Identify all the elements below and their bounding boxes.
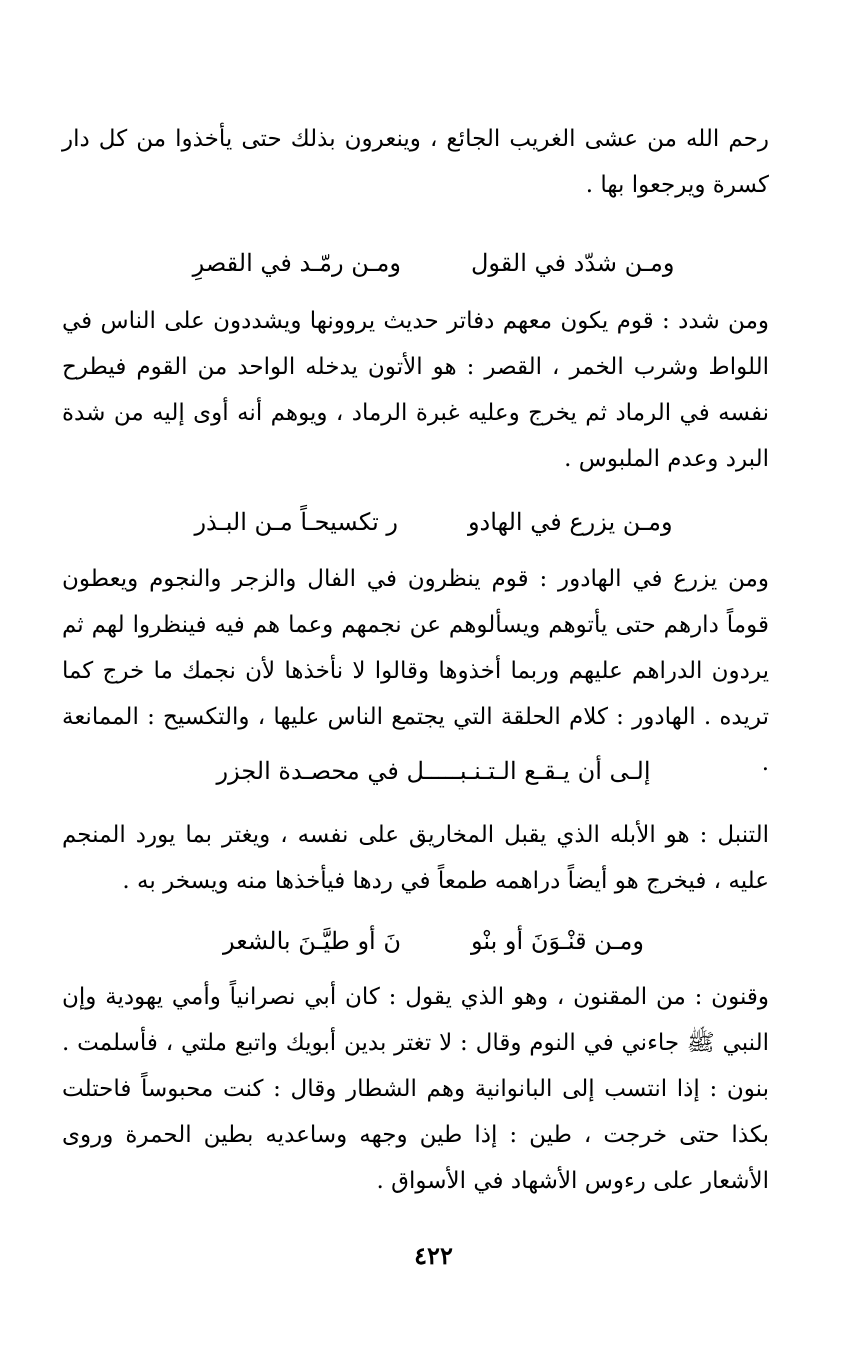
paragraph-explanation-2: ومن يزرع في الهادور : قوم ينظرون في الفال والزجر والنجوم ويعطون قوماً دارهم حتى يأتوهم ويسألوهم عن نجمهم وعما هم فيه فينظروا لهم ثم يردون الدراهم عليهم وربما أخذوها وقالوا لا نأخذها لأن نجمك ما خرج كما تريده . الهادور : كلام الحلقة التي يجتمع الناس عليها ، والتكسيح : الممانعة . (62, 566, 769, 776)
paragraph-explanation-4: وقنون : من المقنون ، وهو الذي يقول : كان أبي نصرانياً وأمي يهودية وإن النبي ﷺ جاءني في النوم وقال : لا تغتر بدين أبويك واتبع ملتي ، فأسلمت . بنون : إذا انتسب إلى البانوانية وهم الشطار وقال : كنت محبوساً فاحتلت بكذا حتى خرجت ، طين : إذا طين وجهه وساعديه بطين الحمرة وروى الأشعار على رءوس الأشهاد في الأسواق . (62, 984, 769, 1194)
verse-4-second-hemistich: نَ أو طيَّـنَ بالشعر (223, 927, 401, 955)
verse-line-4 (80, 918, 787, 964)
verse-1-first-hemistich: ومـن شدّد في القول (470, 249, 675, 277)
verse-line-2 (80, 499, 787, 545)
paragraph-explanation-1: ومن شدد : قوم يكون معهم دفاتر حديث يروونها ويشددون على الناس في اللواط وشرب الخمر ، القصر : هو الأتون يدخله الواحد من القوم فيطرح نفسه في الرماد ثم يخرج وعليه غبرة الرماد ، ويوهم أنه أوى إليه من شدة البرد وعدم الملبوس . (62, 308, 769, 472)
verse-line-1 (80, 240, 787, 286)
paragraph-explanation-3: التنبل : هو الأبله الذي يقبل المخاريق على نفسه ، ويغتر بما يورد المنجم عليه ، فيخرج هو أيضاً دراهمه طمعاً في ردها فيأخذها منه ويسخر به . (62, 822, 769, 894)
verse-4-first-hemistich: ومـن قنْـوَنَ أو بنْو (470, 927, 644, 955)
verse-2-second-hemistich: ر تكسيحـاً مـن البـذر (194, 508, 398, 536)
page-number: ٤٢٢ (414, 1241, 453, 1270)
verse-2-first-hemistich: ومـن يزرع في الهادو (467, 508, 673, 536)
verse-line-3: إلـى أن يـقـع الـتـنـبـــــل في محصـدة الجزر (216, 757, 651, 785)
verse-1-second-hemistich: ومـن رمّـد في القصرِ (192, 249, 401, 277)
paragraph-continuation: رحم الله من عشى الغريب الجائع ، وينعرون بذلك حتى يأخذوا من كل دار كسرة ويرجعوا بها . (62, 126, 769, 198)
